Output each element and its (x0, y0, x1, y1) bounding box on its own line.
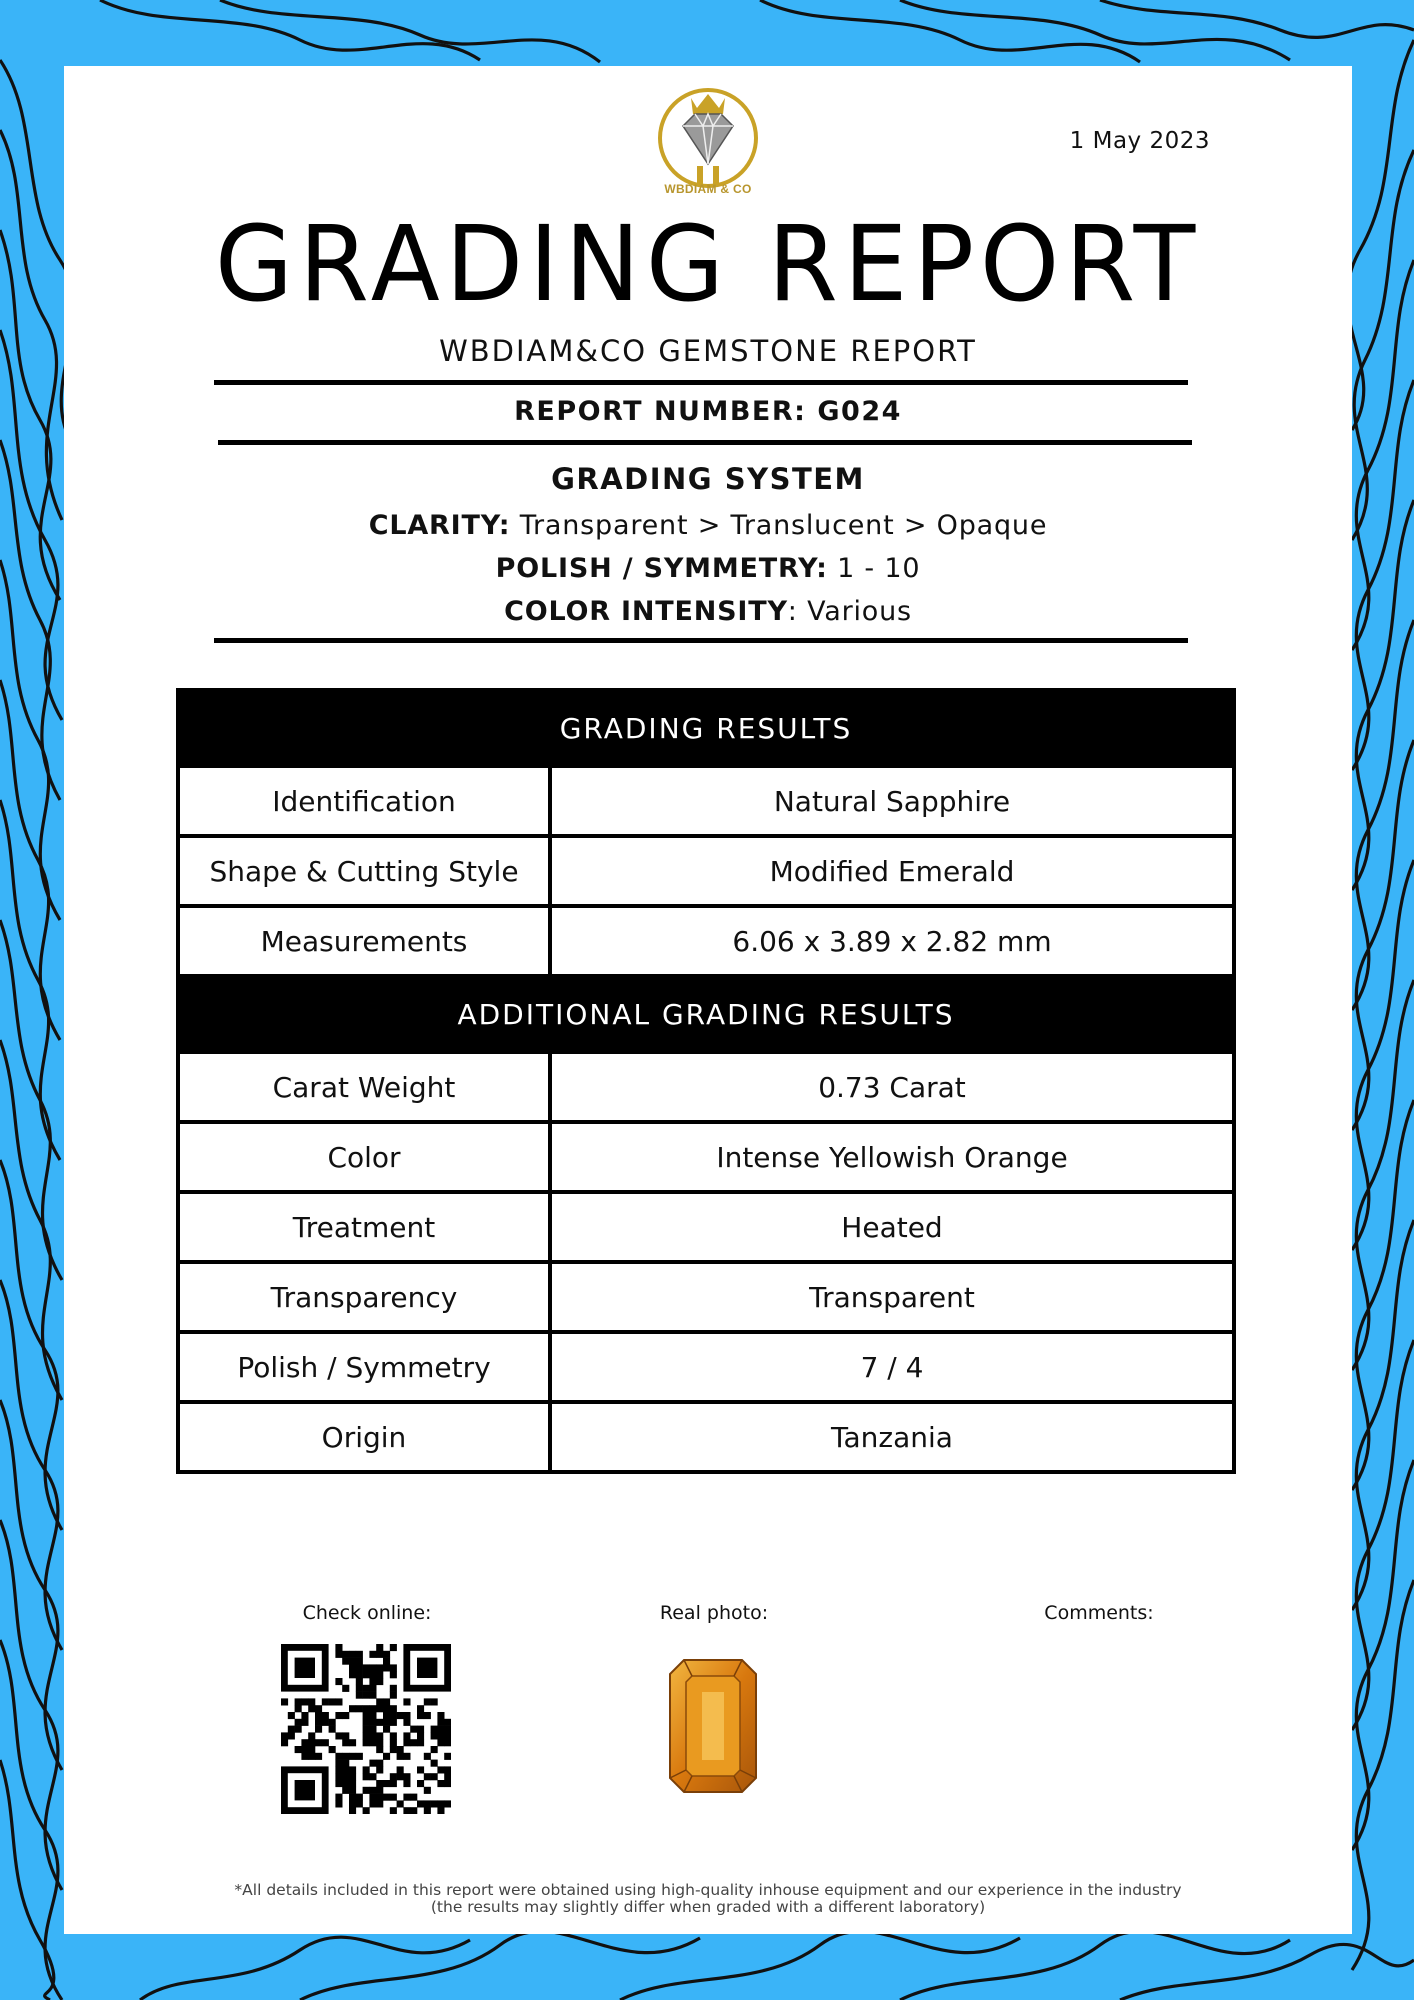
row-label: Identification (178, 766, 550, 836)
table-section-header (178, 976, 1234, 1052)
brand-logo-text: WBDIAM & CO (664, 182, 752, 196)
page-subtitle: WBDIAM&CO GEMSTONE REPORT (439, 334, 977, 368)
diamond-crown-icon (653, 80, 763, 190)
divider (214, 380, 1188, 385)
check-online-label: Check online: (302, 1602, 432, 1624)
grading-system-heading: GRADING SYSTEM (551, 462, 865, 496)
row-value: Heated (550, 1192, 1234, 1262)
row-label: Color (178, 1122, 550, 1192)
qr-code[interactable] (281, 1644, 451, 1814)
row-label: Measurements (178, 906, 550, 976)
report-sheet (64, 66, 1352, 1934)
table-row (178, 1052, 1234, 1122)
table-row (178, 766, 1234, 836)
clarity-value: Transparent > Translucent > Opaque (510, 510, 1048, 541)
table-row (178, 906, 1234, 976)
grading-system-clarity (64, 510, 1352, 541)
report-date: 1 May 2023 (1069, 128, 1210, 154)
polish-symmetry-label: POLISH / SYMMETRY: (495, 553, 828, 584)
row-label: Treatment (178, 1192, 550, 1262)
row-label: Origin (178, 1402, 550, 1472)
disclaimer-line-1: *All details included in this report were obtained using high-quality inhouse equipment and our experience in the industry (234, 1881, 1182, 1899)
row-label: Transparency (178, 1262, 550, 1332)
brand-logo (653, 80, 763, 204)
color-intensity-label: COLOR INTENSITY (504, 596, 788, 627)
report-number: REPORT NUMBER: G024 (514, 396, 902, 427)
row-value: Transparent (550, 1262, 1234, 1332)
row-value: 0.73 Carat (550, 1052, 1234, 1122)
grading-results-heading: GRADING RESULTS (178, 690, 1234, 766)
disclaimer-line-2: (the results may slightly differ when graded with a different laboratory) (430, 1898, 986, 1916)
clarity-label: CLARITY: (368, 510, 511, 541)
grading-results-table (176, 688, 1236, 1474)
table-section-header (178, 690, 1234, 766)
table-row (178, 1402, 1234, 1472)
row-label: Carat Weight (178, 1052, 550, 1122)
table-row (178, 1122, 1234, 1192)
table-row (178, 1332, 1234, 1402)
row-value: Tanzania (550, 1402, 1234, 1472)
gemstone-photo (668, 1656, 758, 1796)
color-intensity-value: : Various (787, 596, 912, 627)
divider (214, 638, 1188, 643)
row-value: Modified Emerald (550, 836, 1234, 906)
grading-system-color-intensity (64, 596, 1352, 627)
disclaimer (64, 1882, 1352, 1916)
divider (218, 440, 1192, 445)
row-value: 6.06 x 3.89 x 2.82 mm (550, 906, 1234, 976)
table-row (178, 1262, 1234, 1332)
row-label: Polish / Symmetry (178, 1332, 550, 1402)
table-row (178, 836, 1234, 906)
row-value: Intense Yellowish Orange (550, 1122, 1234, 1192)
page-title: GRADING REPORT (214, 203, 1202, 325)
row-value: 7 / 4 (550, 1332, 1234, 1402)
additional-results-heading: ADDITIONAL GRADING RESULTS (178, 976, 1234, 1052)
comments-label: Comments: (1044, 1602, 1154, 1624)
row-label: Shape & Cutting Style (178, 836, 550, 906)
grading-system-polish-symmetry (64, 553, 1352, 584)
row-value: Natural Sapphire (550, 766, 1234, 836)
polish-symmetry-value: 1 - 10 (827, 553, 921, 584)
table-row (178, 1192, 1234, 1262)
real-photo-label: Real photo: (659, 1602, 769, 1624)
